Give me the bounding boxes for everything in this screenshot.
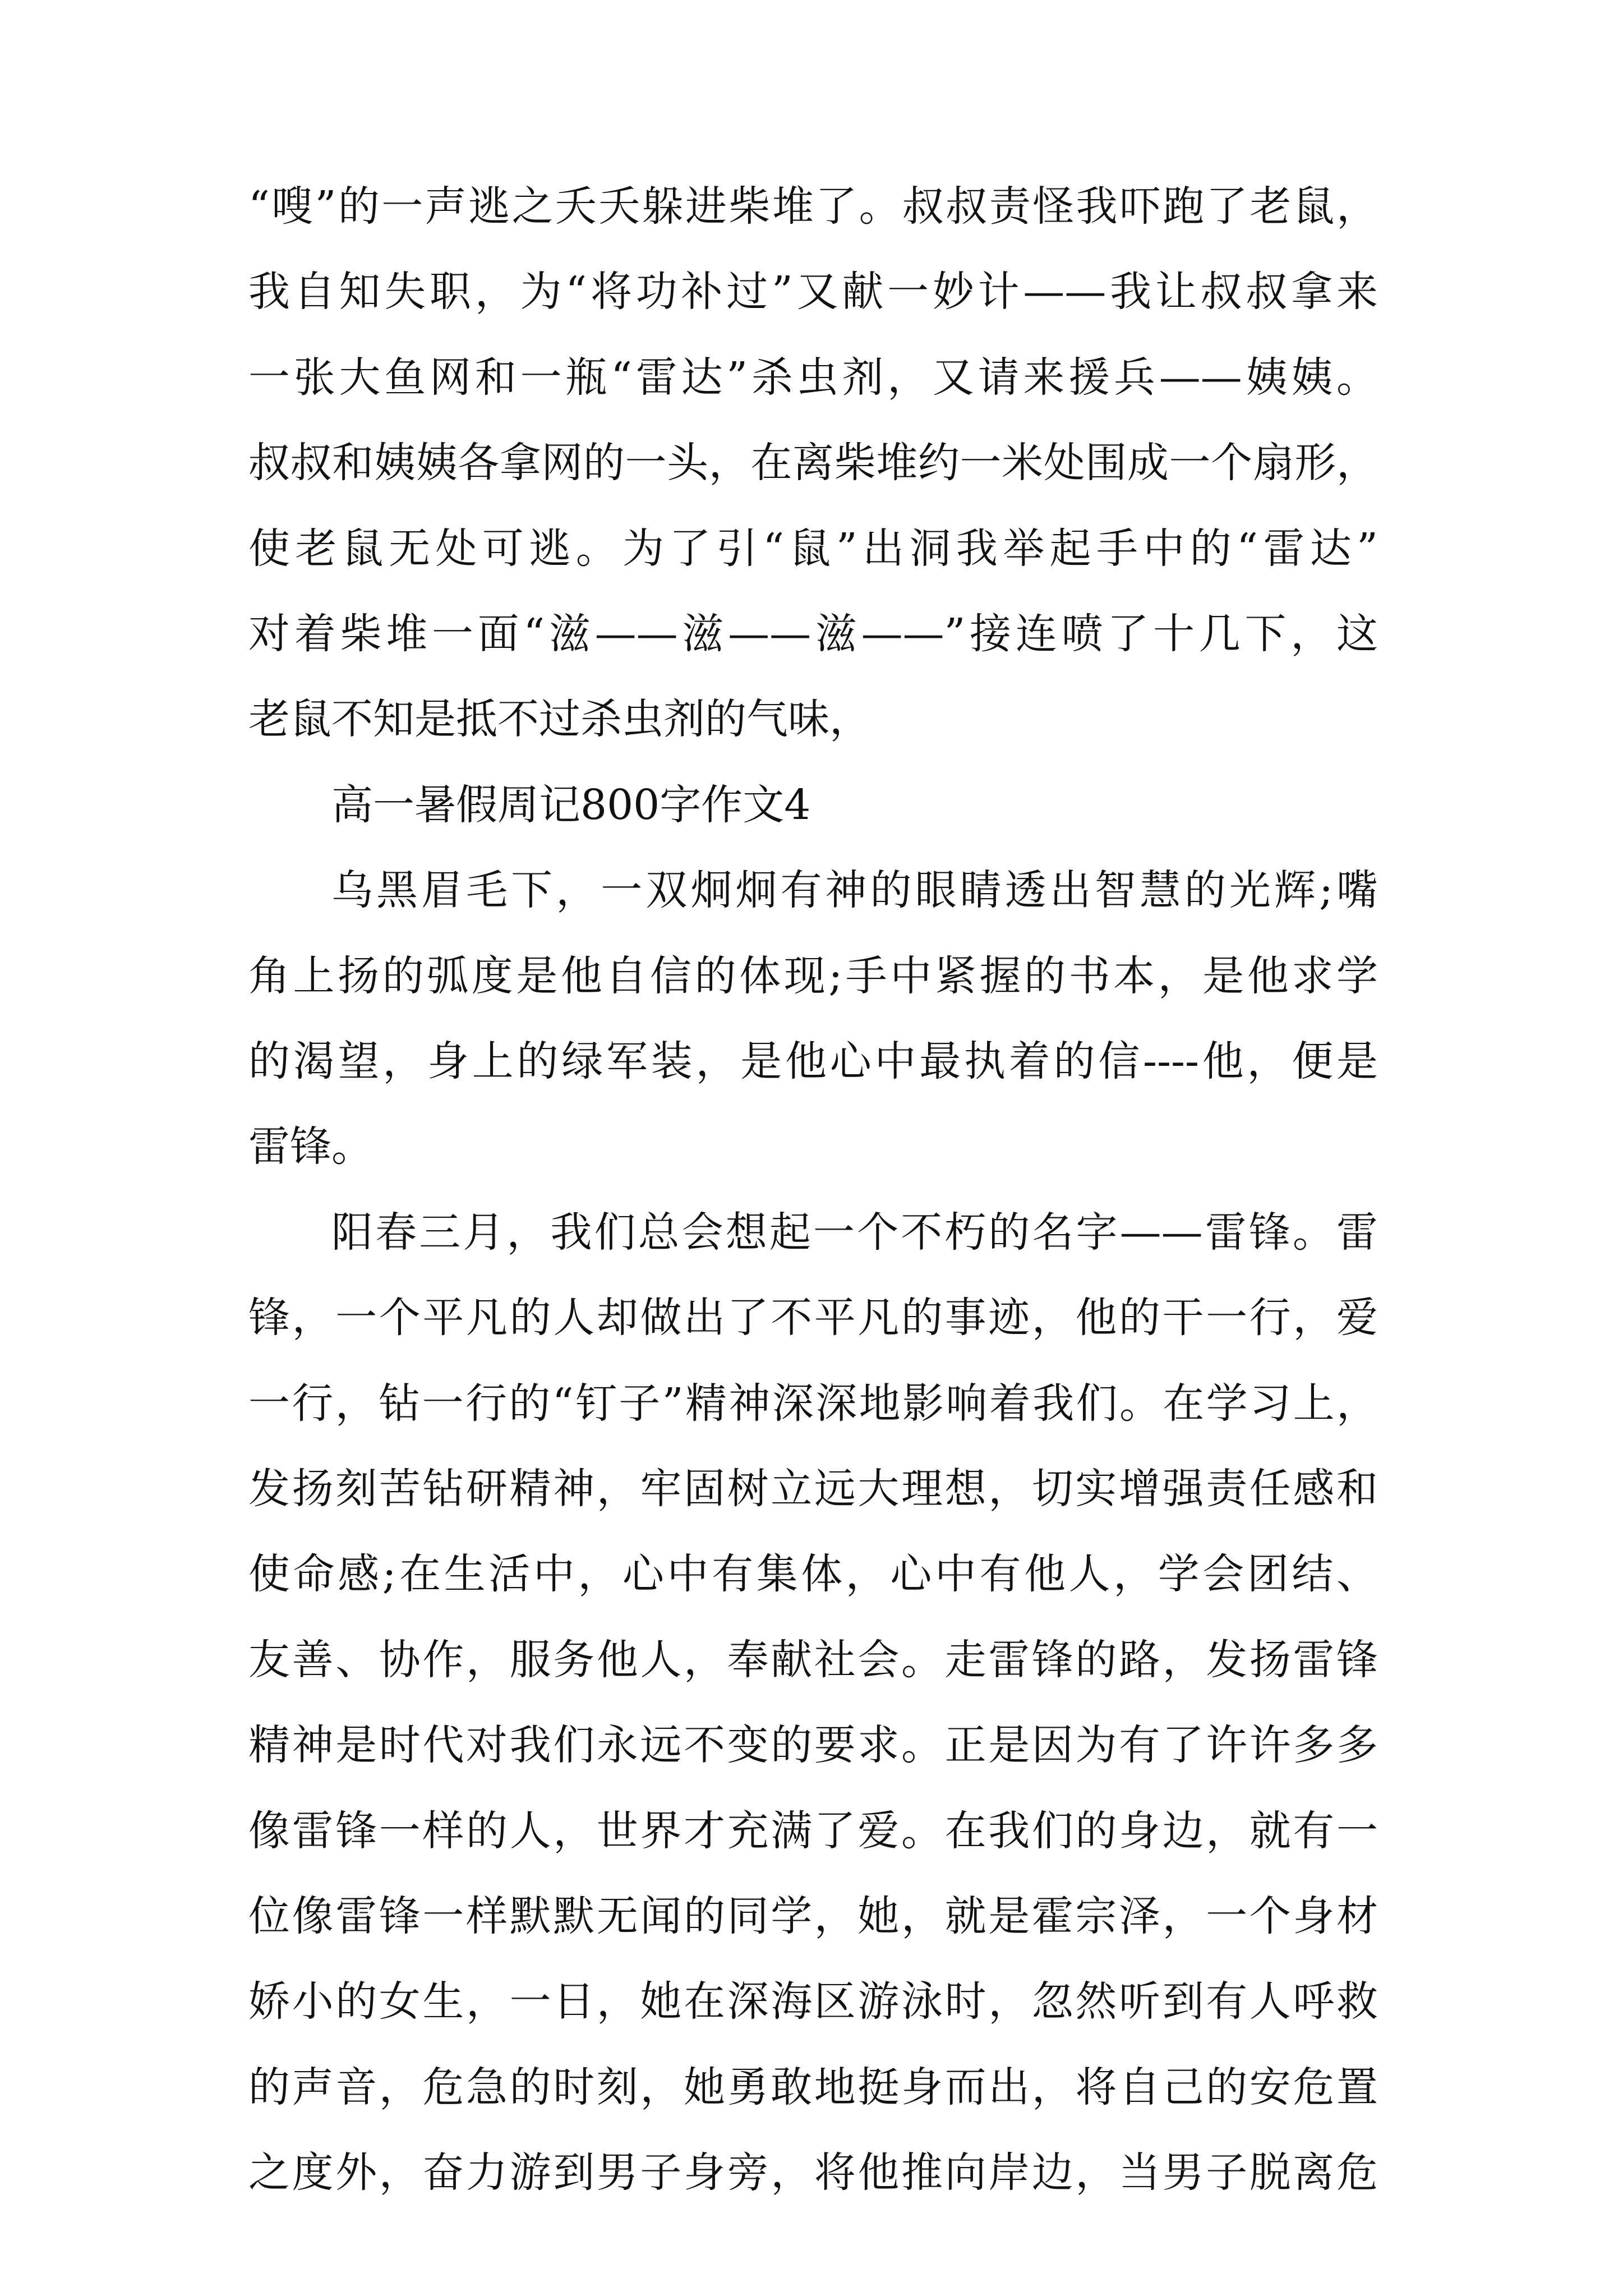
paragraph-line: “嗖”的一声逃之夭夭躲进柴堆了。叔叔责怪我吓跑了老鼠，	[248, 182, 1378, 231]
paragraph-line: 友善、协作，服务他人，奉献社会。走雷锋的路，发扬雷锋	[248, 1636, 1378, 1684]
paragraph-line: 锋，一个平凡的人却做出了不平凡的事迹，他的干一行，爱	[248, 1294, 1378, 1342]
paragraph-line: 角上扬的弧度是他自信的体现;手中紧握的书本，是他求学	[248, 952, 1378, 1000]
paragraph-line: 使命感;在生活中，心中有集体，心中有他人，学会团结、	[248, 1550, 1378, 1598]
paragraph-line: 老鼠不知是抵不过杀虫剂的气味，	[248, 695, 871, 743]
paragraph-line: 发扬刻苦钻研精神，牢固树立远大理想，切实增强责任感和	[248, 1465, 1378, 1513]
paragraph-line: 之度外，奋力游到男子身旁，将他推向岸边，当男子脱离危	[248, 2148, 1378, 2197]
paragraph-line: 精神是时代对我们永远不变的要求。正是因为有了许许多多	[248, 1721, 1378, 1769]
paragraph-line: 我自知失职，为“将功补过”又献一妙计——我让叔叔拿来	[248, 268, 1378, 316]
paragraph-line: 一行，钻一行的“钉子”精神深深地影响着我们。在学习上，	[248, 1379, 1378, 1428]
section-heading: 高一暑假周记800字作文4	[331, 781, 811, 829]
paragraph-line: 的声音，危急的时刻，她勇敢地挺身而出，将自己的安危置	[248, 2063, 1378, 2111]
paragraph-line: 一张大鱼网和一瓶“雷达”杀虫剂，又请来援兵——姨姨。	[248, 353, 1378, 402]
paragraph-line: 娇小的女生，一日，她在深海区游泳时，忽然听到有人呼救	[248, 1977, 1378, 2026]
paragraph-line: 位像雷锋一样默默无闻的同学，她，就是霍宗泽，一个身材	[248, 1892, 1378, 1940]
paragraph-line: 叔叔和姨姨各拿网的一头，在离柴堆约一米处围成一个扇形，	[248, 439, 1378, 487]
paragraph-line: 使老鼠无处可逃。为了引“鼠”出洞我举起手中的“雷达”	[248, 524, 1378, 573]
paragraph-line: 乌黑眉毛下，一双炯炯有神的眼睛透出智慧的光辉;嘴	[331, 866, 1378, 914]
paragraph-line: 雷锋。	[248, 1122, 373, 1171]
paragraph-line: 的渴望，身上的绿军装，是他心中最执着的信----他，便是	[248, 1037, 1378, 1085]
paragraph-line: 对着柴堆一面“滋——滋——滋——”接连喷了十几下，这	[248, 610, 1378, 658]
paragraph-line: 像雷锋一样的人，世界才充满了爱。在我们的身边，就有一	[248, 1807, 1378, 1855]
paragraph-line: 阳春三月，我们总会想起一个不朽的名字——雷锋。雷	[331, 1208, 1378, 1257]
